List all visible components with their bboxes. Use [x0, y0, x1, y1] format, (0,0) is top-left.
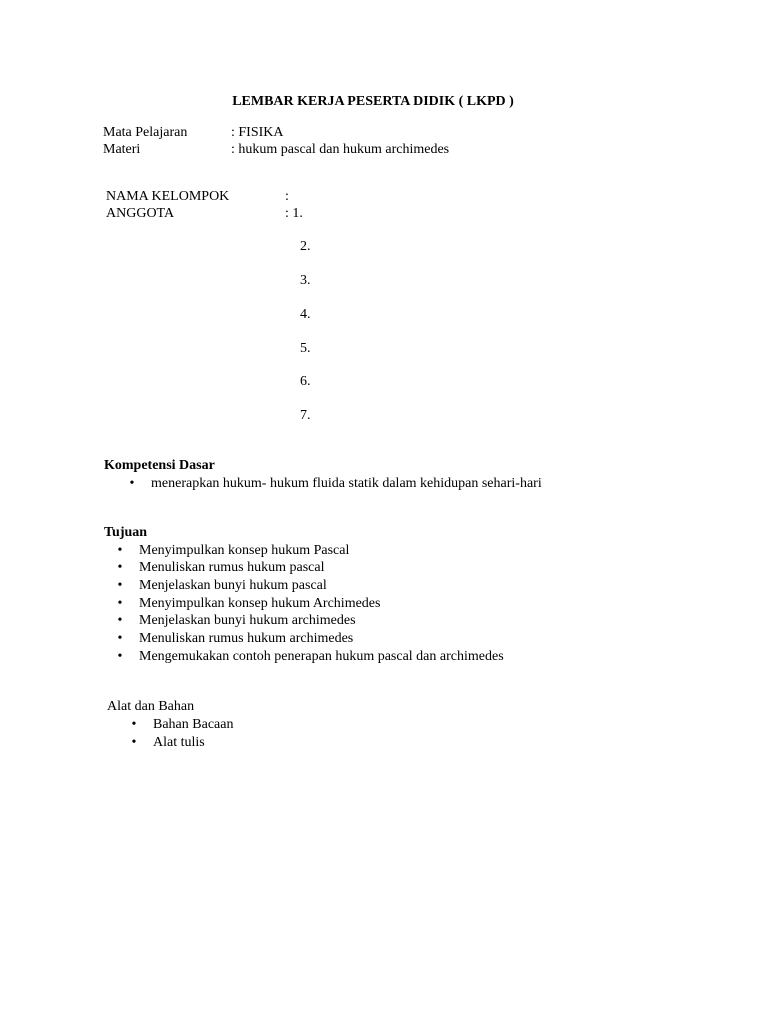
- member-number: 6.: [300, 374, 311, 389]
- bullet-icon: •: [129, 476, 135, 491]
- alat-heading: Alat dan Bahan: [107, 699, 195, 714]
- tujuan-item: Menyimpulkan konsep hukum Archimedes: [139, 596, 381, 611]
- bullet-icon: •: [117, 596, 123, 611]
- member-number: 5.: [300, 341, 311, 356]
- bullet-icon: •: [117, 613, 123, 628]
- member-number: 7.: [300, 408, 311, 423]
- tujuan-item: Menjelaskan bunyi hukum pascal: [139, 578, 327, 593]
- bullet-icon: •: [117, 543, 123, 558]
- member-number: 2.: [300, 239, 311, 254]
- field-label-materi: Materi: [103, 142, 141, 157]
- tujuan-item: Mengemukakan contoh penerapan hukum pascal dan archimedes: [139, 649, 504, 664]
- tujuan-item: Menuliskan rumus hukum archimedes: [139, 631, 354, 646]
- member-number: 4.: [300, 307, 311, 322]
- kompetensi-heading: Kompetensi Dasar: [104, 458, 215, 473]
- bullet-icon: •: [117, 631, 123, 646]
- kompetensi-item: menerapkan hukum- hukum fluida statik dalam kehidupan sehari-hari: [151, 476, 542, 491]
- tujuan-item: Menuliskan rumus hukum pascal: [139, 560, 325, 575]
- member-number: 3.: [300, 273, 311, 288]
- field-value-mata-pelajaran: : FISIKA: [231, 125, 284, 140]
- alat-item: Bahan Bacaan: [153, 717, 234, 732]
- page-title: LEMBAR KERJA PESERTA DIDIK ( LKPD ): [232, 94, 514, 109]
- bullet-icon: •: [117, 649, 123, 664]
- bullet-icon: •: [117, 560, 123, 575]
- group-name-label: NAMA KELOMPOK: [106, 189, 230, 204]
- tujuan-item: Menyimpulkan konsep hukum Pascal: [139, 543, 350, 558]
- tujuan-item: Menjelaskan bunyi hukum archimedes: [139, 613, 356, 628]
- bullet-icon: •: [131, 735, 137, 750]
- member-number: : 1.: [285, 206, 303, 221]
- tujuan-heading: Tujuan: [104, 525, 148, 540]
- group-members-label: ANGGOTA: [106, 206, 175, 221]
- group-name-value: :: [285, 189, 289, 204]
- bullet-icon: •: [131, 717, 137, 732]
- field-label-mata-pelajaran: Mata Pelajaran: [103, 125, 188, 140]
- bullet-icon: •: [117, 578, 123, 593]
- alat-item: Alat tulis: [153, 735, 205, 750]
- field-value-materi: : hukum pascal dan hukum archimedes: [231, 142, 450, 157]
